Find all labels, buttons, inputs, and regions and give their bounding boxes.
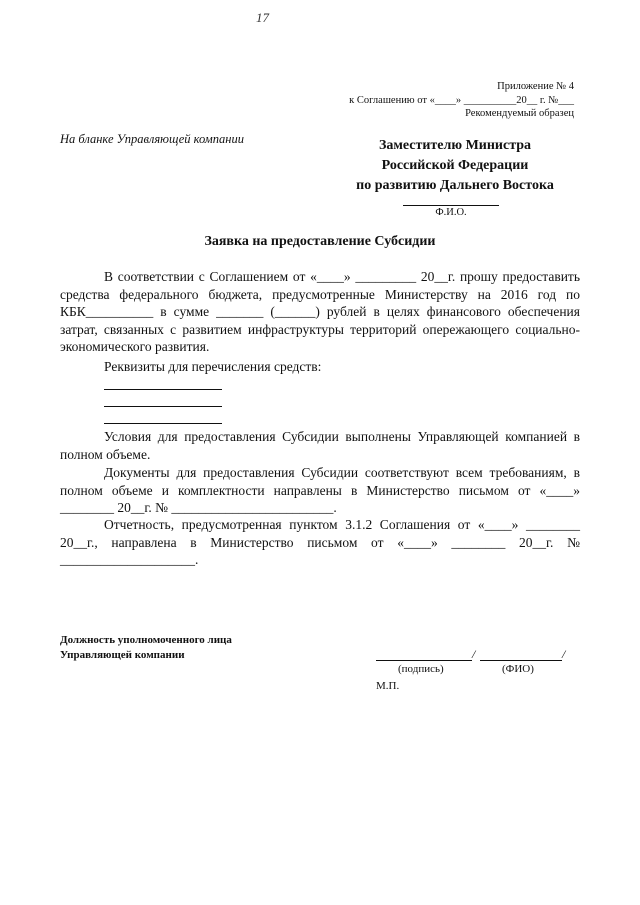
signatory-position [60,633,232,663]
requisites-line-3 [104,423,222,424]
fio-signature-line [480,660,562,661]
request-paragraph-text: В соответствии с Соглашением от «____» _________ 20__г. прошу предоставить средства федерального бюджета, предусмотренные Министерству на 2016 год по КБК__________ в сумме _______ (______) рублей в целях финансового обеспечения затрат, связанных с развитием инфраструктуры территорий опережающего социально-экономического развития. [60,269,580,354]
fio-underline [403,205,499,206]
appendix-agreement-ref: к Соглашению от «____» __________20__ г. №___ [349,94,574,106]
signatory-position-line-2: Управляющей компании [60,649,185,661]
page-number: 17 [256,10,269,25]
appendix-sample-note: Рекомендуемый образец [465,108,574,119]
requisites-label: Реквизиты для перечисления средств: [104,359,322,374]
reporting-paragraph-text: Отчетность, предусмотренная пунктом 3.1.2 Соглашения от «____» ________ 20__г., направлена в Министерство письмом от «____» ________ 20__г. № ____________________. [60,517,580,567]
signature-slash-1: / [472,647,476,661]
addressee-line-3: по развитию Дальнего Востока [356,178,554,193]
signature-fio-label: (ФИО) [502,663,534,675]
signatory-position-line-1: Должность уполномоченного лица [60,634,232,646]
request-paragraph [60,268,580,356]
appendix-header [349,80,574,121]
appendix-number: Приложение № 4 [497,81,574,92]
addressee-line-2: Российской Федерации [381,158,529,173]
conditions-paragraph-text: Условия для предоставления Субсидии выполнены Управляющей компанией в полном объеме. [60,429,580,462]
requisites-block [60,358,580,376]
documents-paragraph-text: Документы для предоставления Субсидии соответствуют всем требованиям, в полном объеме и комплектности направлены в Министерство письмом от «____» ________ 20__г. № ________________________. [60,465,580,515]
stamp-label: М.П. [376,680,400,692]
signature-slash-2: / [562,647,566,661]
reporting-paragraph [60,516,580,569]
conditions-paragraph [60,428,580,463]
requisites-line-1 [104,389,222,390]
requisites-line-2 [104,406,222,407]
signature-line [376,660,472,661]
signature-label: (подпись) [398,663,444,675]
document-title: Заявка на предоставление Субсидии [204,234,436,249]
letterhead-note: На бланке Управляющей компании [60,132,244,146]
documents-paragraph [60,464,580,517]
fio-label: Ф.И.О. [435,207,467,218]
addressee-block [330,136,580,196]
addressee-line-1: Заместителю Министра [378,138,532,153]
